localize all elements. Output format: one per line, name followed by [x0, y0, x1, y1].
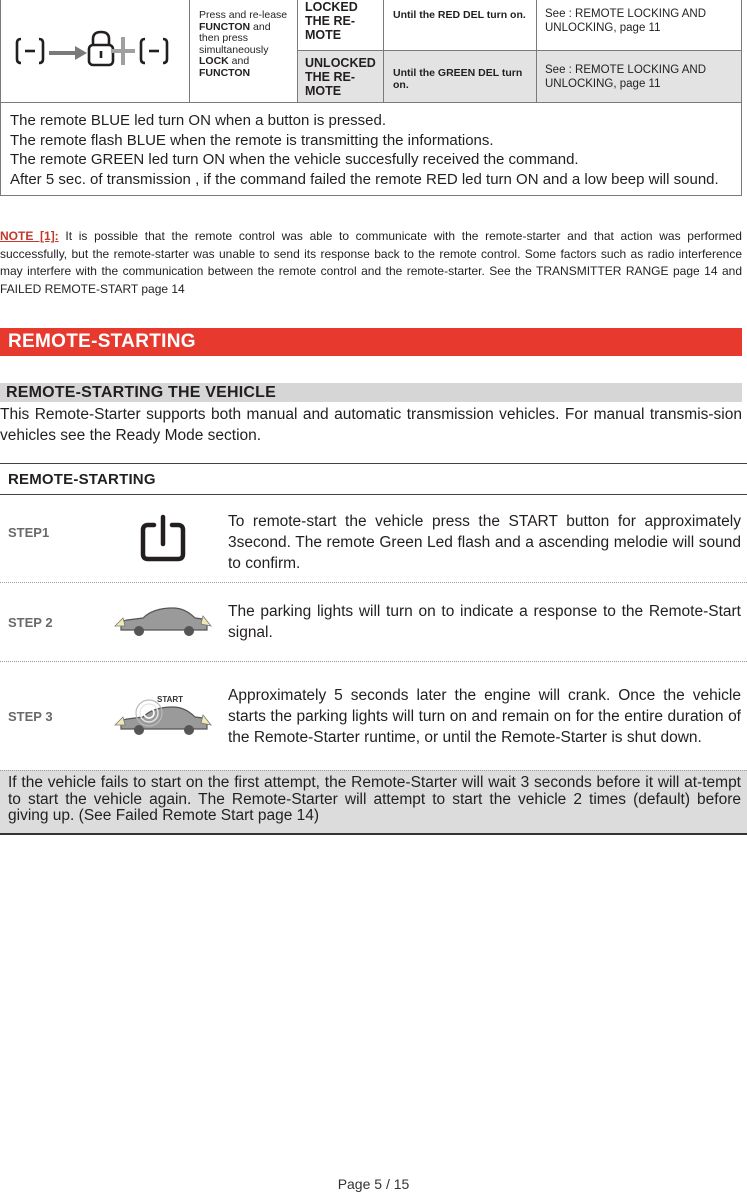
step-text: Approximately 5 seconds later the engine will crank. Once the vehicle starts the parking lights will turn on and remain on for the entire duration of the Remote-Starter runtime, or until the Remote-Starter is shut down.: [228, 686, 741, 746]
instruction-text: and then press simultaneously: [199, 20, 271, 56]
step-row: [0, 662, 747, 770]
locked-row: [298, 0, 741, 51]
plus-icon: [111, 37, 135, 65]
retry-note: If the vehicle fails to start on the first attempt, the Remote-Starter will wait 3 seconds before it will at-tempt to start the vehicle again. The Remote-Starter will attempt to start the vehicle 2 times (default) before giving up. (See Failed Remote Start page 14): [0, 770, 747, 835]
state-label: UNLOCKED THE RE-MOTE: [298, 51, 384, 102]
description-line: The remote GREEN led turn ON when the vehicle succesfully received the command.: [10, 151, 579, 168]
description-line: After 5 sec. of transmission , if the command failed the remote RED led turn ON and a low beep will sound.: [10, 170, 719, 188]
car-start-icon: [113, 691, 213, 741]
lock-unlock-row: [1, 0, 741, 103]
step-text: To remote-start the vehicle press the START button for approximately 3second. The remote Green Led flash and a ascending melodie will sound to confirm.: [228, 513, 741, 572]
subsection-title: REMOTE-STARTING THE VEHICLE: [0, 383, 742, 402]
note-text: It is possible that the remote control was able to communicate with the remote-starter and that action was performed successfully, but the remote-starter was unable to send its response back to the remote control. Some factors such as radio interference may interfere with the communication between the remote control and the remote-starter. See the TRANSMITTER RANGE page 14 and FAILED REMOTE-START page 14: [0, 229, 742, 296]
description-line: The remote BLUE led turn ON when a button is pressed.: [10, 112, 387, 129]
step-row: [0, 583, 747, 662]
press-instructions: [190, 0, 298, 102]
lock-icon: [89, 32, 113, 65]
step-label: STEP 2: [8, 614, 53, 630]
state-label: LOCKED THE RE-MOTE: [298, 0, 384, 50]
steps-table-title: REMOTE-STARTING: [0, 464, 747, 495]
start-label: START: [157, 695, 184, 704]
arrow-right-icon: [49, 46, 87, 60]
intro-paragraph: This Remote-Starter supports both manual and automatic transmission vehicles. For manual transmis-sion vehicles see the Ready Mode section.: [0, 406, 742, 444]
remote-starting-table: [0, 463, 747, 835]
unlocked-row: [298, 51, 741, 102]
step-icon-cell: [98, 583, 228, 661]
state-rows: [298, 0, 741, 102]
button-sequence-icons: [1, 0, 190, 102]
note-label: NOTE [1]:: [0, 229, 59, 243]
step-text: The parking lights will turn on to indicate a response to the Remote-Start signal.: [228, 603, 741, 641]
instruction-text: and: [228, 55, 250, 67]
step-icon-cell: [98, 662, 228, 770]
function-button-icon: [141, 39, 167, 63]
description-line: The remote flash BLUE when the remote is transmitting the informations.: [10, 131, 494, 149]
section-title: REMOTE-STARTING: [0, 328, 742, 356]
see-reference: See : REMOTE LOCKING AND UNLOCKING, page 11: [545, 8, 707, 34]
step-icon-cell: [98, 495, 228, 582]
instruction-bold: FUNCTON: [199, 66, 251, 79]
step-row: [0, 495, 747, 583]
step-label: STEP 3: [8, 708, 53, 724]
page-number: Page 5 / 15: [337, 1176, 410, 1192]
instruction-bold: LOCK: [199, 55, 229, 67]
condition-text: Until the GREEN DEL turn on.: [384, 51, 537, 102]
car-icon: [113, 602, 213, 642]
lock-unlock-table: [0, 0, 742, 196]
see-reference: See : REMOTE LOCKING AND UNLOCKING, page 11: [545, 64, 707, 90]
power-button-icon: [138, 514, 188, 564]
function-lock-sequence-icon: [15, 29, 175, 73]
instruction-bold: FUNCTON: [199, 20, 251, 33]
function-button-icon: [17, 39, 43, 63]
led-description: [1, 103, 741, 195]
note-paragraph: [0, 228, 742, 298]
condition-text: Until the RED DEL turn on.: [384, 0, 537, 50]
step-label: STEP1: [8, 525, 50, 540]
instruction-text: Press and re-lease: [199, 9, 288, 21]
